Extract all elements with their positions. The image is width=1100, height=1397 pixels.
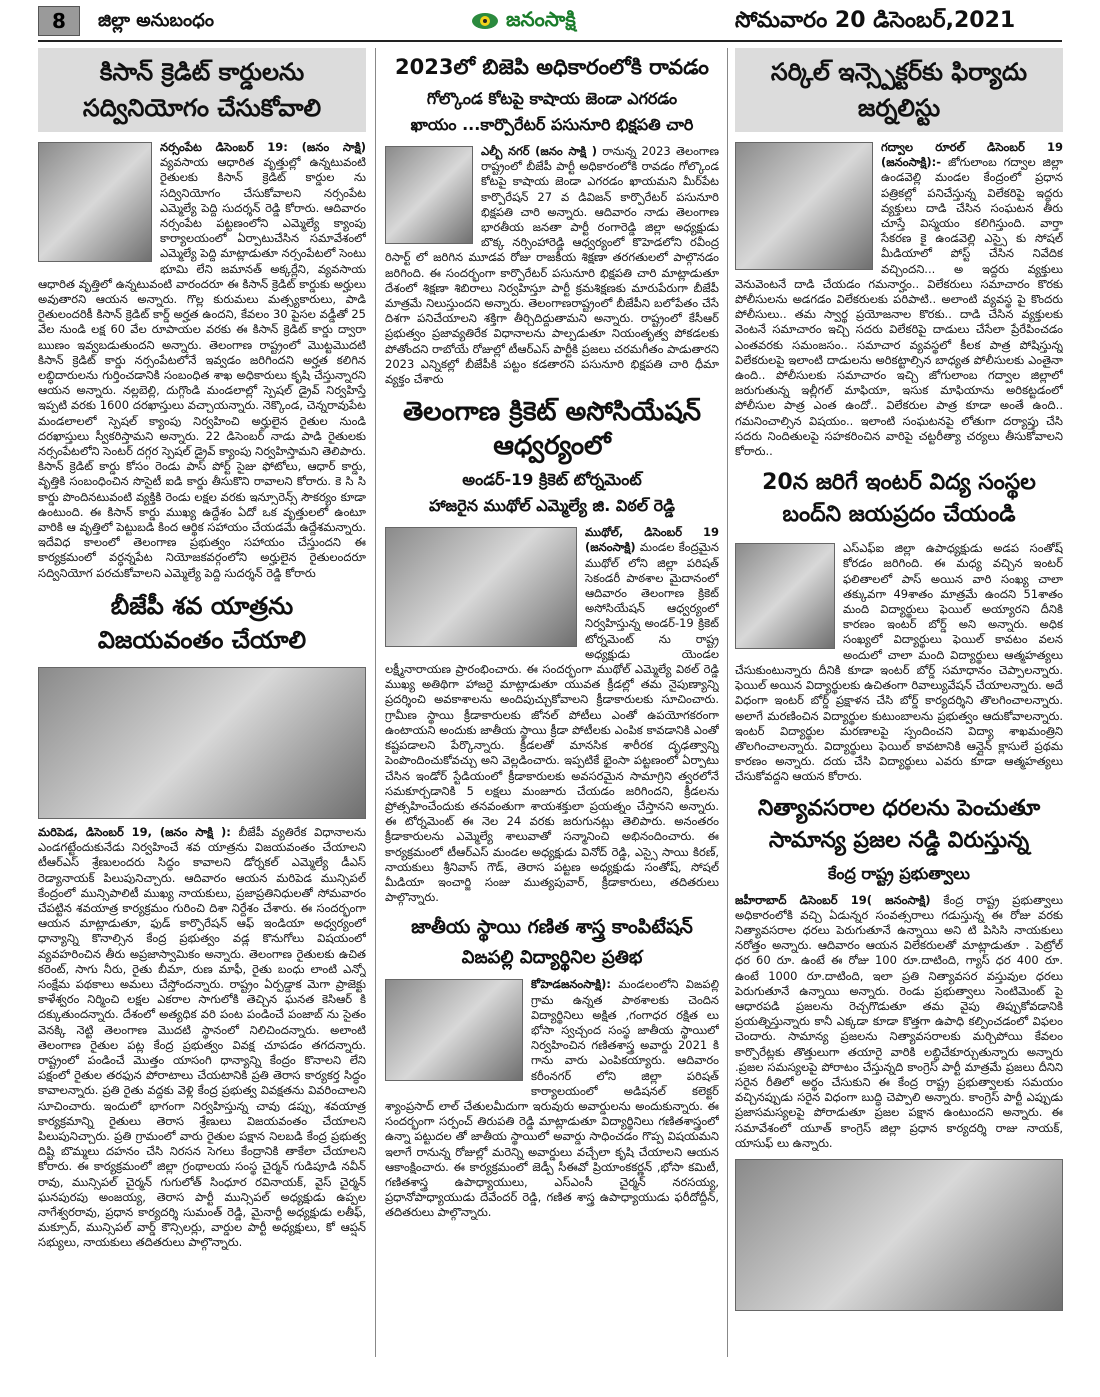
paper-logo bbox=[470, 6, 618, 36]
header-rule bbox=[38, 40, 1062, 42]
student-leader-photo bbox=[735, 543, 835, 649]
article-text: వ్యవసాయ ఆధారిత వృత్తుల్లో ఉన్నటువంటి రైతులకు కిసాన్ క్రెడిట్ కార్డుల ను సద్వినియోగం చేసుకోవాలని నర్సంపేట ఎమ్మెల్యే పెద్ది సుదర్శన్ రెడ్డి కోరారు. ఆదివారం నర్సంపేట పట్టణంలోని ఎమ్మెల్యే క్యాంపు కార్యాలయంలో ఏర్పాటుచేసిన సమావేశంలో ఎమ్మెల్యే పెద్ది మాట్లాడుతూ నర్సంపేటలో సెంటు భూమి లేని జమానత్ అక్కర్లేని, వ్యవసాయ ఆధారిత వృత్తిలో ఉన్నటువంటి వారందరూ ఈ కిసాన్ క్రెడిట్ కార్డుకు అర్హులు అవుతారని ఆయన అన్నారు. గొల్ల కురుమలు మత్స్యకారులు, పాడి రైతులందరికీ కిసాన్ క్రెడిట్ కార్డ్ అర్హత ఉందని, కేవలం 30 పైసల వడ్డీతో 25 వేల నుండి లక్ష 60 వేల రూపాయల వరకు ఈ కిసాన్ క్రెడిట్ కార్డు ద్వారా ఋణం ఇవ్వబడుతుందని అన్నారు. తెలంగాణ రాష్ట్రంలో మొట్టమొదటి కిసాన్ క్రెడిట్ కార్డు నర్సంపేటలోనే ఇవ్వడం జరిగిందని అర్హత కలిగిన లబ్ధిదారులను గుర్తించడానికి సంబంధిత శాఖ అధికారులు కృషి చేస్తున్నారని ఆయన అన్నారు. నల్లబెల్లి, దుగ్గొండి మండలాల్లో స్పెషల్ డ్రైవ్ నిర్వహిస్తే ఇప్పటి వరకు 1600 దరఖాస్తులు వచ్చాయన్నారు. నెక్కొండ, చెన్నరావుపేట మండలాలలో స్పెషల్ క్యాంపు నిర్వహించి అర్హులైన రైతుల నుండి దరఖాస్తులు స్వీకరిస్తామని అన్నారు. 22 డిసెంబర్ నాడు పాడి రైతులకు నర్సంపేటలోని సెంటర్ దగ్గర స్పెషల్ డ్రైవ్ క్యాంపు నిర్వహిస్తామని తెలిపారు. కిసాన్ క్రెడిట్ కార్డు కోసం రెండు పాస్ పోర్ట్ సైజు ఫోటోలు, ఆధార్ కార్డు, వృత్తికి సంబంధించిన సొసైటీ ఐడి కార్డు తీసుకొని రావాలని కోరారు. కె సి సి కార్డు పొందినటువంటి వ్యక్తికి రెండు లక్షల వరకు ఇన్సూరెన్స్ సౌకర్యం కూడా ఉంటుంది. ఈ కిసాన్ కార్డు ముఖ్య ఉద్దేశం ఏదో ఒక వృత్తులలో ఉంటూ వారికి ఆ వృత్తిలో పెట్టుబడి కింద ఆర్థిక సహాయం చేయడమే ఉద్దేశమన్నారు. ఇదేవిధ కాలంలో తెలంగాణ ప్రభుత్వం సహాయం చేస్తుందని ఈ కార్యక్రమంలో వర్ధన్నపేట నియోజకవర్గంలోని అర్హులైన రైతులందరూ సద్వినియోగ పరచుకోవాలని ఎమ్మెల్యే పెద్ది సుదర్శన్ రెడ్డి కోరారు bbox=[38, 155, 366, 580]
complaint-photo bbox=[735, 142, 873, 270]
page-number: 8 bbox=[38, 6, 80, 36]
article-text: రానున్న 2023 తెలంగాణ రాష్ట్రంలో బీజేపీ పార్టీ అధికారంలోకి రావడం గోల్కొండ కోటపై కాషాయ జెండా ఎగరడం ఖాయమని మీర్‌పేట కార్పొరేషన్ 27 వ డివిజన్ కార్పొరేటర్ పసునూరి భిక్షపతి చారి అన్నారు. ఆదివారం నాడు తెలంగాణ భారతీయ జనతా పార్టీ రంగారెడ్డి జిల్లా అధ్యక్షుడు బొక్క నర్సింహారెడ్డి ఆధ్వర్యంలో కొహెడలోని రవీంద్ర రిసార్ట్ లో జరిగిన మూడవ రోజు రాజకీయ శిక్షణా తరగతులలో పాల్గొనడం జరిగింది. ఈ సందర్భంగా కార్పొరేటర్ పసునూరి భిక్షపతి చారి మాట్లాడుతూ దేశంలో శిక్షణా శిబిరాలు నిర్వహిస్తూ పార్టీ క్రమశిక్షణకు మారుపేరుగా బీజేపీ మాత్రమే నిలుస్తుందని అన్నారు. తెలంగాణరాష్ట్రంలో బీజేపీని బలోపేతం చేసే దిశగా పనిచేయాలని శక్తిగా తీర్చిదిద్దుతామని అన్నారు. రాష్ట్రంలో కేసీఆర్ ప్రభుత్వం ప్రజావ్యతిరేక విధానాలను పాల్పడుతూ నియంతృత్వ పోకడలకు పోతోందని రాబోయే రోజుల్లో టీఆర్ఎస్ పార్టీకి ప్రజలు చరమగీతం పాడుతారని 2023 ఎన్నికల్లో బీజేపీకి పట్టం కడతారని పసునూరి భిక్షపతి చారి ధీమా వ్యక్తం చేశారు bbox=[385, 144, 719, 387]
article-bjp-yatra bbox=[38, 585, 366, 1251]
headline-line: సామాన్య ప్రజల నడ్డి విరుస్తున్న bbox=[768, 827, 1030, 853]
article-text: జోగులాంబ గద్వాల జిల్లా ఉండవెల్లి మండల కేంద్రంలో ప్రధాన పత్రికల్లో పనిచేస్తున్న విలేకరిపై ఇద్దరు వ్యక్తులు దాడి చేసిన సంఘటన తీరు చూస్తే విస్మయం కలిగిస్తుంది. వార్తా సేకరణ కై ఉండవెల్లి ఎస్సై కు సోషల్ మీడియాలో పోస్ట్ చేసిన నివేదిక వచ్చిందని... అ ఇద్దరు వ్యక్తులు వెనువెంటనే దాడి చేయడం గమనార్హం.. విలేకరులు సమాచారం కొరకు పోలీసులను అడగడం విలేకరులకు పరిపాటి.. అలాంటి వ్యవస్థ పై కొందరు పోలీసులు.. తమ స్వార్థ ప్రయోజనాల కొరకు.. దాడి చేసిన వ్యక్తులకు వెంటనే సమాచారం ఇచ్చి సదరు విలేకరిపై దాడులు చేసేలా ప్రేరేపించడం ఎంతవరకు సమంజసం.. సమాచార వ్యవస్థలో కీలక పాత్ర పోషిస్తున్న విలేకరులపై ఇలాంటి దాడులను అరికట్టాల్సిన బాధ్యత పోలీసులకు ఎంతైనా ఉంది.. పోలీసులకు సమాచారం ఇచ్చి జోగులాంబ గద్వాల జిల్లాలో జరుగుతున్న ఇల్లీగల్ మాఫియా, ఇసుక మాఫియాను అరికట్టడంలో పోలీసుల పాత్ర ఎంత ఉందో.. విలేకరుల పాత్ర కూడా అంతే ఉంది.. గమనించాల్సిన విషయం.. ఇలాంటి సంఘటనపై లోతుగా దర్యాప్తు చేసి సదరు నిందితులపై సహకరించిన వారిపై చట్టరీత్యా చర్యలు తీసుకోవాలని కోరారు.. bbox=[735, 155, 1063, 459]
award-photo bbox=[385, 979, 523, 1081]
article-dateline: నర్సంపేట డిసెంబర్ 19: (జనం సాక్షి) bbox=[160, 140, 366, 154]
article-dateline: ముథోల్, డిసెంబర్ 19 (జనంసాక్షి) bbox=[585, 525, 719, 555]
article-text: బీజేపీ వ్యతిరేక విధానాలను ఎండగట్టేందుకునేడు నిర్వహించే శవ యాత్రను విజయవంతం చేయాలని టీఆర్ఎస్ శ్రేణులందరు సిద్ధం కావాలని డోర్నకల్ ఎమ్మెల్యే డీఎస్ రెడ్యానాయక్ పిలుపునిచ్చారు. ఆదివారం ఆయన మరిపెడ మున్సిపల్ కేంద్రంలో మున్సిపాలిటీ ముఖ్య నాయకులు, ప్రజాప్రతినిధులతో సోమవారం చేపట్టిన శవయాత్ర కార్యక్రమం గురించి దిశా నిర్దేశం చేశారు. ఈ సందర్భంగా ఆయన మాట్లాడుతూ, ఫుడ్ కార్పొరేషన్ ఆఫ్ ఇండియా అధ్వర్యంలో ధాన్యాన్ని కొనాల్సిన కేంద్ర ప్రభుత్వం వడ్ల కొనుగోలు విషయంలో వ్యవహరించిన తీరు అప్రజాస్వామికం అన్నారు. తెలంగాణ రైతులకు ఉచిత కరెంట్, సాగు నీరు, రైతు బీమా, రుణ మాఫీ, రైతు బంధు లాంటి ఎన్నో సంక్షేమ పథకాలు అమలు చేస్తోందన్నారు. రాష్ట్రం ఏర్పడ్డాక మెగా ప్రాజెక్టు కాళేశ్వరం నిర్మించి లక్షల ఎకరాల సాగులోకి తెచ్చిన ఘనత కెసిఆర్ కి దక్కుతుందన్నారు. దేశంలో అత్యధిక వరి పంట పండించే పంజాబ్ ను సైతం వెనక్కి నెట్టి తెలంగాణ మొదటి స్థానంలో నిలిచిందన్నారు. అలాంటి తెలంగాణ రైతుల పట్ల కేంద్ర ప్రభుత్వం వివక్ష చూపడం తగదన్నారు. రాష్ట్రంలో పండించే మొత్తం యాసంగి ధాన్యాన్ని కేంద్రం కొనాలని లేని పక్షంలో రైతుల తరఫున పోరాటాలు చేయటానికి ప్రతి తెరాస కార్యకర్త సిద్ధం కావాలన్నారు. ప్రతి రైతు వద్దకు వెళ్లి కేంద్ర ప్రభుత్వ వివక్షతను వివరించాలని సూచించారు. ఇందులో భాగంగా నిర్వహిస్తున్న చావు డప్పు, శవయాత్ర కార్యక్రమాన్ని రైతులు తెరాస శ్రేణులు విజయవంతం చేయాలని పిలుపునిచ్చారు. ప్రతి గ్రామంలో వారు రైతుల పక్షాన నిలబడి కేంద్ర ప్రభుత్వ దిష్టి బొమ్మలు దహనం చేసి నిరసన సెగలు కేంద్రానికి తాకేలా చేయాలని కోరారు. ఈ కార్యక్రమంలో జిల్లా గ్రంథాలయ సంస్థ చైర్మన్ గుడిపూడి నవీన్ రావు, మున్సిపల్ చైర్మన్ గుగులోత్ సింధూర రవినాయక్, వైస్ చైర్మన్ ఘనపురపు అంజయ్య, తెరాస పార్టీ మున్సిపల్ అధ్యక్షుడు ఉప్పల నాగేశ్వరరావు, ప్రధాన కార్యదర్శి సుమంత్ రెడ్డి, మైనార్టీ అధ్యక్షుడు లతీఫ్, మక్సూద్, మున్సిపల్ వార్డ్ కౌన్సిలర్లు, వార్డుల పార్టీ అధ్యక్షులు, కో ఆప్షన్ సభ్యులు, నాయకులు తదితరులు పాల్గొన్నారు. bbox=[38, 824, 366, 1250]
congress-leaders-photo bbox=[735, 1159, 1063, 1311]
article-headline: జాతీయ స్థాయి గణిత శాస్త్ర కాంపిటేషన్ bbox=[411, 916, 693, 939]
article-kisan-credit bbox=[38, 48, 366, 581]
issue-date: సోమవారం 20 డిసెంబర్,2021 bbox=[735, 8, 1016, 33]
headline-line: జర్నలిస్టు bbox=[857, 94, 941, 122]
article-subheadline: ఖాయం ...కార్పొరేటర్ పసునూరి భిక్షపతి చారి bbox=[410, 115, 694, 134]
article-text: మండల కేంద్రమైన ముథోల్ లోని జిల్లా పరిషత్ సెకండరీ పాఠశాల మైదానంలో ఆదివారం తెలంగాణ క్రికెట్ అసోసియేషన్ ఆధ్వర్యంలో నిర్వహిస్తున్న అండర్-19 క్రికెట్ టోర్నమెంట్ ను రాష్ట్ర అధ్యక్షుడు యెండల లక్ష్మీనారాయణ ప్రారంభించారు. ఈ సందర్భంగా ముథోల్ ఎమ్మెల్యే విఠల్ రెడ్డి ముఖ్య అతిథిగా హాజరై మాట్లాడుతూ యువత క్రీడల్లో తమ నైపుణ్యాన్ని ప్రదర్శించి అవకాశాలను అందిపుచ్చుకోవాలని క్రీడాకారులకు సూచించారు. గ్రామీణ స్థాయి క్రీడాకారులకు జోనల్ పోటీలు ఎంతో ఉపయోగకరంగా ఉంటాయని అందుకు జాతీయ స్థాయి క్రీడా పోటీలకు ఎంపిక కావడానికి ఎంతో కష్టపడాలని పేర్కొన్నారు. క్రీడలతో మానసిక శారీరక దృఢత్వాన్ని పెంపొందించుకోవచ్చు అని వెల్లడించారు. ఇప్పటికే భైంసా పట్టణంలో ఏర్పాటు చేసిన ఇండోర్ స్టేడియంలో క్రీడాకారులకు అవసరమైన సామాగ్రిని త్వరలోనే సమకూర్చడానికి 5 లక్షలు మంజూరు చేయడం జరిగిందని, క్రీడలను ప్రోత్సహించేందుకు తనవంతుగా శాయశక్తులా ప్రయత్నం చేస్తానని అన్నారు. ఈ టోర్నమెంట్ ఈ నెల 24 వరకు జరుగునట్లు తెలిపారు. అనంతరం క్రీడాకారులను ఎమ్మెల్యే శాలువాతో సన్మానించి అభినందించారు. ఈ కార్యక్రమంలో టీఆర్ఎస్ మండల అధ్యక్షుడు వినోద్ రెడ్డి, ఎస్సై సాయి కిరణ్, నాయకులు శ్రీనివాస్ గౌడ్, తెరాస పట్టణ అధ్యక్షుడు సంతోష్, సోషల్ మీడియా ఇంచార్జి సంజు ముత్యపువార్, క్రీడాకారులు, తదితరులు పాల్గొన్నారు. bbox=[385, 540, 719, 905]
article-subheadline: గోల్కొండ కోటపై కాషాయ జెండా ఎగరడం bbox=[426, 89, 678, 108]
article-dateline: జహీరాబాద్ డిసెంబర్ 19( జనంసాక్షి) bbox=[735, 892, 931, 907]
headline-line: సద్వినియోగం చేసుకోవాలి bbox=[82, 94, 322, 122]
article-subheadline: హాజరైన ముథోల్ ఎమ్మెల్యే జి. విఠల్ రెడ్డి bbox=[428, 496, 675, 516]
headline-line: 20న జరిగే ఇంటర్ విద్య సంస్థల bbox=[762, 470, 1036, 496]
article-subheadline: అండర్-19 క్రికెట్ టోర్నమెంట్ bbox=[462, 470, 642, 490]
paper-name: జనంసాక్షి bbox=[506, 6, 576, 31]
article-dateline: మరిపెడ, డిసెంబర్ 19, (జనం సాక్షి ): bbox=[38, 824, 231, 839]
headline-line: బంద్‌ని జయప్రదం చేయండి bbox=[782, 502, 1016, 528]
headline-line: విజయవంతం చేయాలి bbox=[97, 625, 307, 654]
article-headline bbox=[38, 585, 366, 661]
mla-photo bbox=[38, 142, 152, 262]
article-headline bbox=[735, 463, 1063, 535]
headline-line: కిసాన్ క్రెడిట్ కార్డులను bbox=[99, 58, 305, 86]
headline-line: తెలంగాణ క్రికెట్ అసోసియేషన్ bbox=[402, 397, 702, 428]
column-divider bbox=[375, 48, 376, 1357]
article-bjp-2023 bbox=[385, 48, 719, 387]
column-divider bbox=[727, 48, 728, 1357]
column-left bbox=[38, 48, 366, 1357]
headline-line: సర్కిల్ ఇన్స్పెక్టర్‌కు ఫిర్యాదు bbox=[770, 58, 1028, 86]
article-headline bbox=[385, 391, 719, 467]
article-prices bbox=[735, 789, 1063, 1311]
corporator-photo bbox=[385, 146, 473, 244]
article-subheadline: కేంద్ర రాష్ట్ర ప్రభుత్వాలు bbox=[828, 863, 970, 883]
article-headline: 2023లో బిజెపి అధికారంలోకి రావడం bbox=[395, 55, 709, 79]
column-right bbox=[735, 48, 1063, 1357]
article-text: ఎస్ఎఫ్ఐ జిల్లా ఉపాధ్యక్షుడు అడప సంతోష్ కోరడం జరిగింది. ఈ మధ్య వచ్చిన ఇంటర్ ఫలితాలలో పాస్ అయిన వారి సంఖ్య చాలా తక్కువగా 49శాతం మాత్రమే ఉందని 51శాతం మంది విద్యార్థులు ఫెయిల్ అయ్యారని దీనికి కారణం ఇంటర్ బోర్డ్ అని అన్నారు. అధిక సంఖ్యలో విద్యార్థులు ఫెయిల్ కావటం వలన అందులో చాలా మంది విద్యార్థులు ఆత్మహత్యలు చేసుకుంటున్నారు దీనికి కూడా ఇంటర్ బోర్డ్ సమాధానం చెప్పాలన్నారు. ఫెయిల్ అయిన విద్యార్థులకు ఉచితంగా రివాల్యువేషన్ చేయాలన్నారు. అదే విధంగా ఇంటర్ బోర్డ్ ప్రక్షాళన చేసి బోర్డ్ కార్యదర్శిని తొలగించాలన్నారు. అలాగే మరణించిన విద్యార్థుల కుటుంబాలను ప్రభుత్వం ఆదుకోవాలన్నారు. ఇంటర్ విద్యార్థుల మరణాలపై స్పందించని విద్యా శాఖమంత్రిని తొలగించాలన్నారు. విద్యార్థులు ఫెయిల్ కావటానికి ఆన్లైన్ క్లాసులే ప్రథమ కారణం అన్నారు. దయ చేసి విద్యార్థులు ఎవరు కూడా ఆత్మహత్యలు చేసుకోవద్దని ఆయన కోరారు. bbox=[735, 541, 1063, 784]
article-cricket bbox=[385, 391, 719, 905]
article-text: కేంద్ర రాష్ట్ర ప్రభుత్వాలు అధికారంలోకి వచ్చి ఏడున్నర సంవత్సరాలు గడుస్తున్న ఈ రోజు వరకు నిత్యావసరాల ధరలు పెరుగుతూనే ఉన్నాయి అని టి పిసిసి నాయకులు నరోత్తం అన్నారు. ఆదివారం ఆయన విలేకరులతో మాట్లాడుతూ . పెట్రోల్ ధర 60 రూ. ఉంటే ఈ రోజు 100 రూ.దాటింది, గ్యాస్ ధర 400 రూ. ఉంటే 1000 రూ.దాటింది, ఇలా ప్రతి నిత్యావసర వస్తువుల ధరలు పెరుగుతూనే ఉన్నాయి అన్నారు. రెండు ప్రభుత్వాలు సెంటిమెంట్ పై ఆధారపడి ప్రజలను రెచ్చగొడుతూ తమ వైపు తిప్పుకోవడానికి ప్రయత్నిస్తున్నారు కానీ ఎక్కడా కూడా కొత్తగా ఉపాధి కల్పించడంలో విఫలం చెందారు. సామాన్య ప్రజలను నిత్యావసరాలకు మర్చిపోయి కేవలం కార్పొరేట్లకు తొత్తులుగా తయారై వారికి లబ్ధిచేకూర్చుతున్నారు అన్నారు .ప్రజల సమస్యలపై పోరాటం చేస్తున్నది కాంగ్రెస్ పార్టీ మాత్రమే ప్రజలు దీనిని సరైన రీతిలో అర్థం చేసుకుని ఈ కేంద్ర రాష్ట్ర ప్రభుత్వాలకు సమయం వచ్చినప్పుడు సరైన విధంగా బుద్ధి చెప్పాలి అన్నారు. కాంగ్రెస్ పార్టీ ఎప్పుడు ప్రజాసమస్యలపై పోరాడుతూ ప్రజల పక్షాన ఉంటుందని అన్నారు. ఈ సమావేశంలో యూత్ కాంగ్రెస్ జిల్లా ప్రధాన కార్యదర్శి రాజు నాయక్, యాసుఫ్ లు ఉన్నారు. bbox=[735, 892, 1063, 1150]
meeting-photo bbox=[38, 667, 366, 819]
article-dateline: కోహెడజనంసాక్షి): bbox=[531, 977, 611, 992]
article-dateline: గద్వాల రూరల్ డిసెంబర్ 19 (జనంసాక్షి):- bbox=[881, 140, 1063, 170]
article-subheadline: విఙపల్లి విద్యార్థినిల ప్రతిభ bbox=[461, 947, 643, 969]
section-title: జిల్లా అనుబంధం bbox=[98, 10, 214, 31]
article-maths bbox=[385, 909, 719, 1220]
article-headline bbox=[735, 789, 1063, 861]
article-journalist bbox=[735, 48, 1063, 459]
headline-line: బీజేపీ శవ యాత్రను bbox=[110, 591, 294, 620]
headline-line: ఆధ్వర్యంలో bbox=[493, 431, 611, 462]
article-dateline: ఎల్బీ నగర్ (జనం సాక్షి ) bbox=[481, 144, 598, 158]
article-headline bbox=[735, 48, 1063, 132]
masthead bbox=[0, 0, 1100, 44]
article-text: మండలంలోని విఙపల్లి గ్రామ ఉన్నత పాఠశాలకు చెందిన విద్యార్థినిలు అక్షిత ,గంగాధర రక్షిత లు భోసా స్వచ్చంద సంస్థ జాతీయ స్థాయిలో నిర్వహించిన గణితశాస్త్ర అవార్డు 2021 కి గాను వారు ఎంపికయ్యారు. ఆదివారం కరీంనగర్ లోని జిల్లా పరిషత్ కార్యాలయంలో అడిషనల్ కలెక్టర్ శ్యాంప్రసాద్ లాల్ చేతులమీదుగా ఇరువురు అవార్డులను అందుకున్నారు. ఈ సందర్భంగా సర్పంచ్ తిరుపతి రెడ్డి మాట్లాడుతూ విద్యార్థినిలు గణితశాస్త్రంలో ఉన్నా పట్టుదల తో జాతీయ స్థాయిలో అవార్డు సాధించడం గొప్ప విషయమని ఇలాగే రానున్న రోజుల్లో మరెన్ని అవార్డులు వచ్చేలా కృషి చేయాలని ఆయన ఆకాంక్షించారు. ఈ కార్యక్రమంలో జెడ్పీ సీఈవో ప్రియాంకకర్ణన్ ,భోసా కమిటీ, గణితశాస్త్ర ఉపాధ్యాయులు, ఎస్ఎంసీ చైర్మన్ నరసయ్య, ప్రధానోపాధ్యాయుడు దేవేందర్ రెడ్డి, గణిత శాస్త్ర ఉపాధ్యాయుడు ఫరీదోద్దీన్, తదితరులు పాల్గొన్నారు. bbox=[385, 977, 719, 1220]
eye-logo-icon bbox=[470, 7, 500, 35]
article-inter-bandh bbox=[735, 463, 1063, 784]
article-headline bbox=[38, 48, 366, 132]
headline-line: నిత్యావసరాల ధరలను పెంచుతూ bbox=[757, 795, 1041, 821]
cricket-photo bbox=[385, 527, 577, 647]
column-middle bbox=[385, 48, 719, 1357]
